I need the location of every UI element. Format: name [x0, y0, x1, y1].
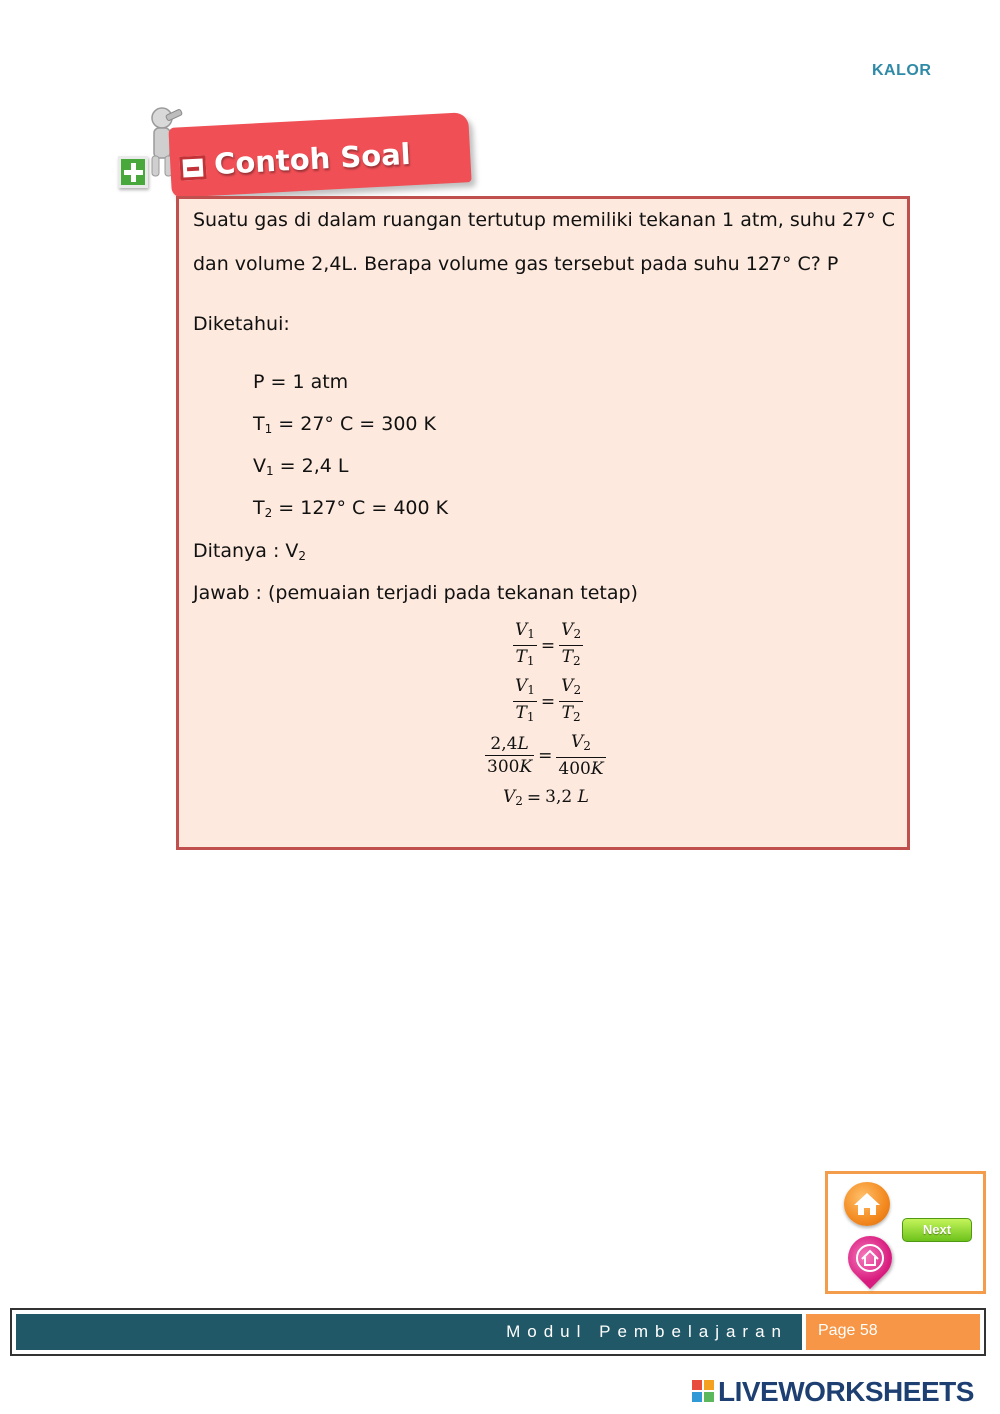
math-subscript: 2	[583, 739, 591, 753]
liveworksheets-logo	[692, 1376, 992, 1406]
t2-symbol: T	[253, 497, 265, 519]
banner-title: Contoh Soal	[213, 136, 412, 182]
equation-2	[513, 675, 583, 728]
footer-bar	[16, 1314, 802, 1350]
math-symbol: T	[561, 647, 573, 667]
v1-symbol: V	[253, 455, 266, 477]
answer-label: Jawab : (pemuaian terjadi pada tekanan tetap)	[193, 582, 638, 604]
math-symbol: T	[515, 647, 527, 667]
known-label: Diketahui:	[193, 313, 290, 335]
v1-value: = 2,4 L	[273, 455, 349, 477]
plus-icon	[118, 156, 148, 188]
math-subscript: 1	[526, 710, 535, 724]
fraction	[513, 619, 537, 672]
asked-subscript: 2	[298, 549, 307, 563]
math-number: 2,4	[490, 734, 518, 754]
footer-module-label: Modul Pembelajaran	[506, 1322, 788, 1341]
t2-value: = 127° C = 400 K	[272, 497, 449, 519]
known-pressure: P = 1 atm	[253, 371, 349, 393]
fraction	[513, 675, 537, 728]
math-symbol: V	[561, 676, 574, 696]
math-symbol: V	[571, 732, 584, 752]
question-line-2: dan volume 2,4L. Berapa volume gas tersebut pada suhu 127° C? P	[193, 253, 839, 275]
equals-sign: =	[526, 787, 542, 808]
equals-sign: =	[540, 635, 556, 656]
next-button[interactable]: Next	[902, 1218, 972, 1242]
home-pin-icon[interactable]	[839, 1227, 901, 1289]
result-value: 3,2	[545, 787, 573, 807]
math-unit: K	[519, 757, 533, 777]
footer-page-box	[806, 1314, 980, 1350]
math-symbol: T	[561, 703, 573, 723]
result-unit: L	[577, 787, 589, 807]
question-line-1: Suatu gas di dalam ruangan tertutup memiliki tekanan 1 atm, suhu 27° C	[193, 209, 895, 231]
t1-subscript: 1	[264, 422, 273, 436]
math-symbol: V	[515, 676, 528, 696]
home-icon[interactable]	[844, 1182, 890, 1226]
math-symbol: V	[561, 620, 574, 640]
logo-grid-icon	[692, 1380, 714, 1402]
t1-symbol: T	[253, 413, 265, 435]
asked-line	[193, 540, 306, 563]
math-subscript: 1	[526, 654, 535, 668]
math-subscript: 1	[527, 683, 535, 697]
math-subscript: 2	[573, 683, 582, 697]
equals-sign: =	[540, 691, 556, 712]
page-number: Page 58	[818, 1322, 878, 1339]
footer	[10, 1308, 986, 1356]
asked-label: Ditanya : V	[193, 540, 299, 562]
minus-icon	[179, 155, 206, 180]
known-t1	[253, 413, 436, 436]
fraction	[559, 675, 583, 728]
math-subscript: 1	[527, 627, 535, 641]
math-unit: K	[590, 759, 604, 779]
equation-3	[485, 731, 606, 780]
math-symbol: T	[515, 703, 527, 723]
fraction	[485, 733, 534, 778]
known-v1	[253, 455, 348, 478]
t2-subscript: 2	[264, 506, 273, 520]
math-number: 300	[487, 757, 520, 777]
equation-1	[513, 619, 583, 672]
math-subscript: 2	[572, 654, 581, 668]
t1-value: = 27° C = 300 K	[272, 413, 436, 435]
math-symbol: V	[503, 787, 516, 807]
navigation-box	[825, 1171, 986, 1294]
example-box	[176, 196, 910, 850]
math-subscript: 2	[572, 710, 581, 724]
math-subscript: 2	[573, 627, 582, 641]
running-head: KALOR	[872, 62, 932, 79]
equation-result	[503, 787, 589, 808]
equals-sign: =	[538, 745, 553, 766]
known-t2	[253, 497, 448, 520]
math-subscript: 2	[515, 794, 523, 808]
math-number: 400	[558, 759, 591, 779]
v1-subscript: 1	[266, 464, 274, 478]
logo-text: LIVEWORKSHEETS	[718, 1376, 974, 1407]
math-unit: L	[517, 734, 529, 754]
math-symbol: V	[515, 620, 528, 640]
fraction	[559, 619, 583, 672]
fraction	[556, 731, 605, 780]
